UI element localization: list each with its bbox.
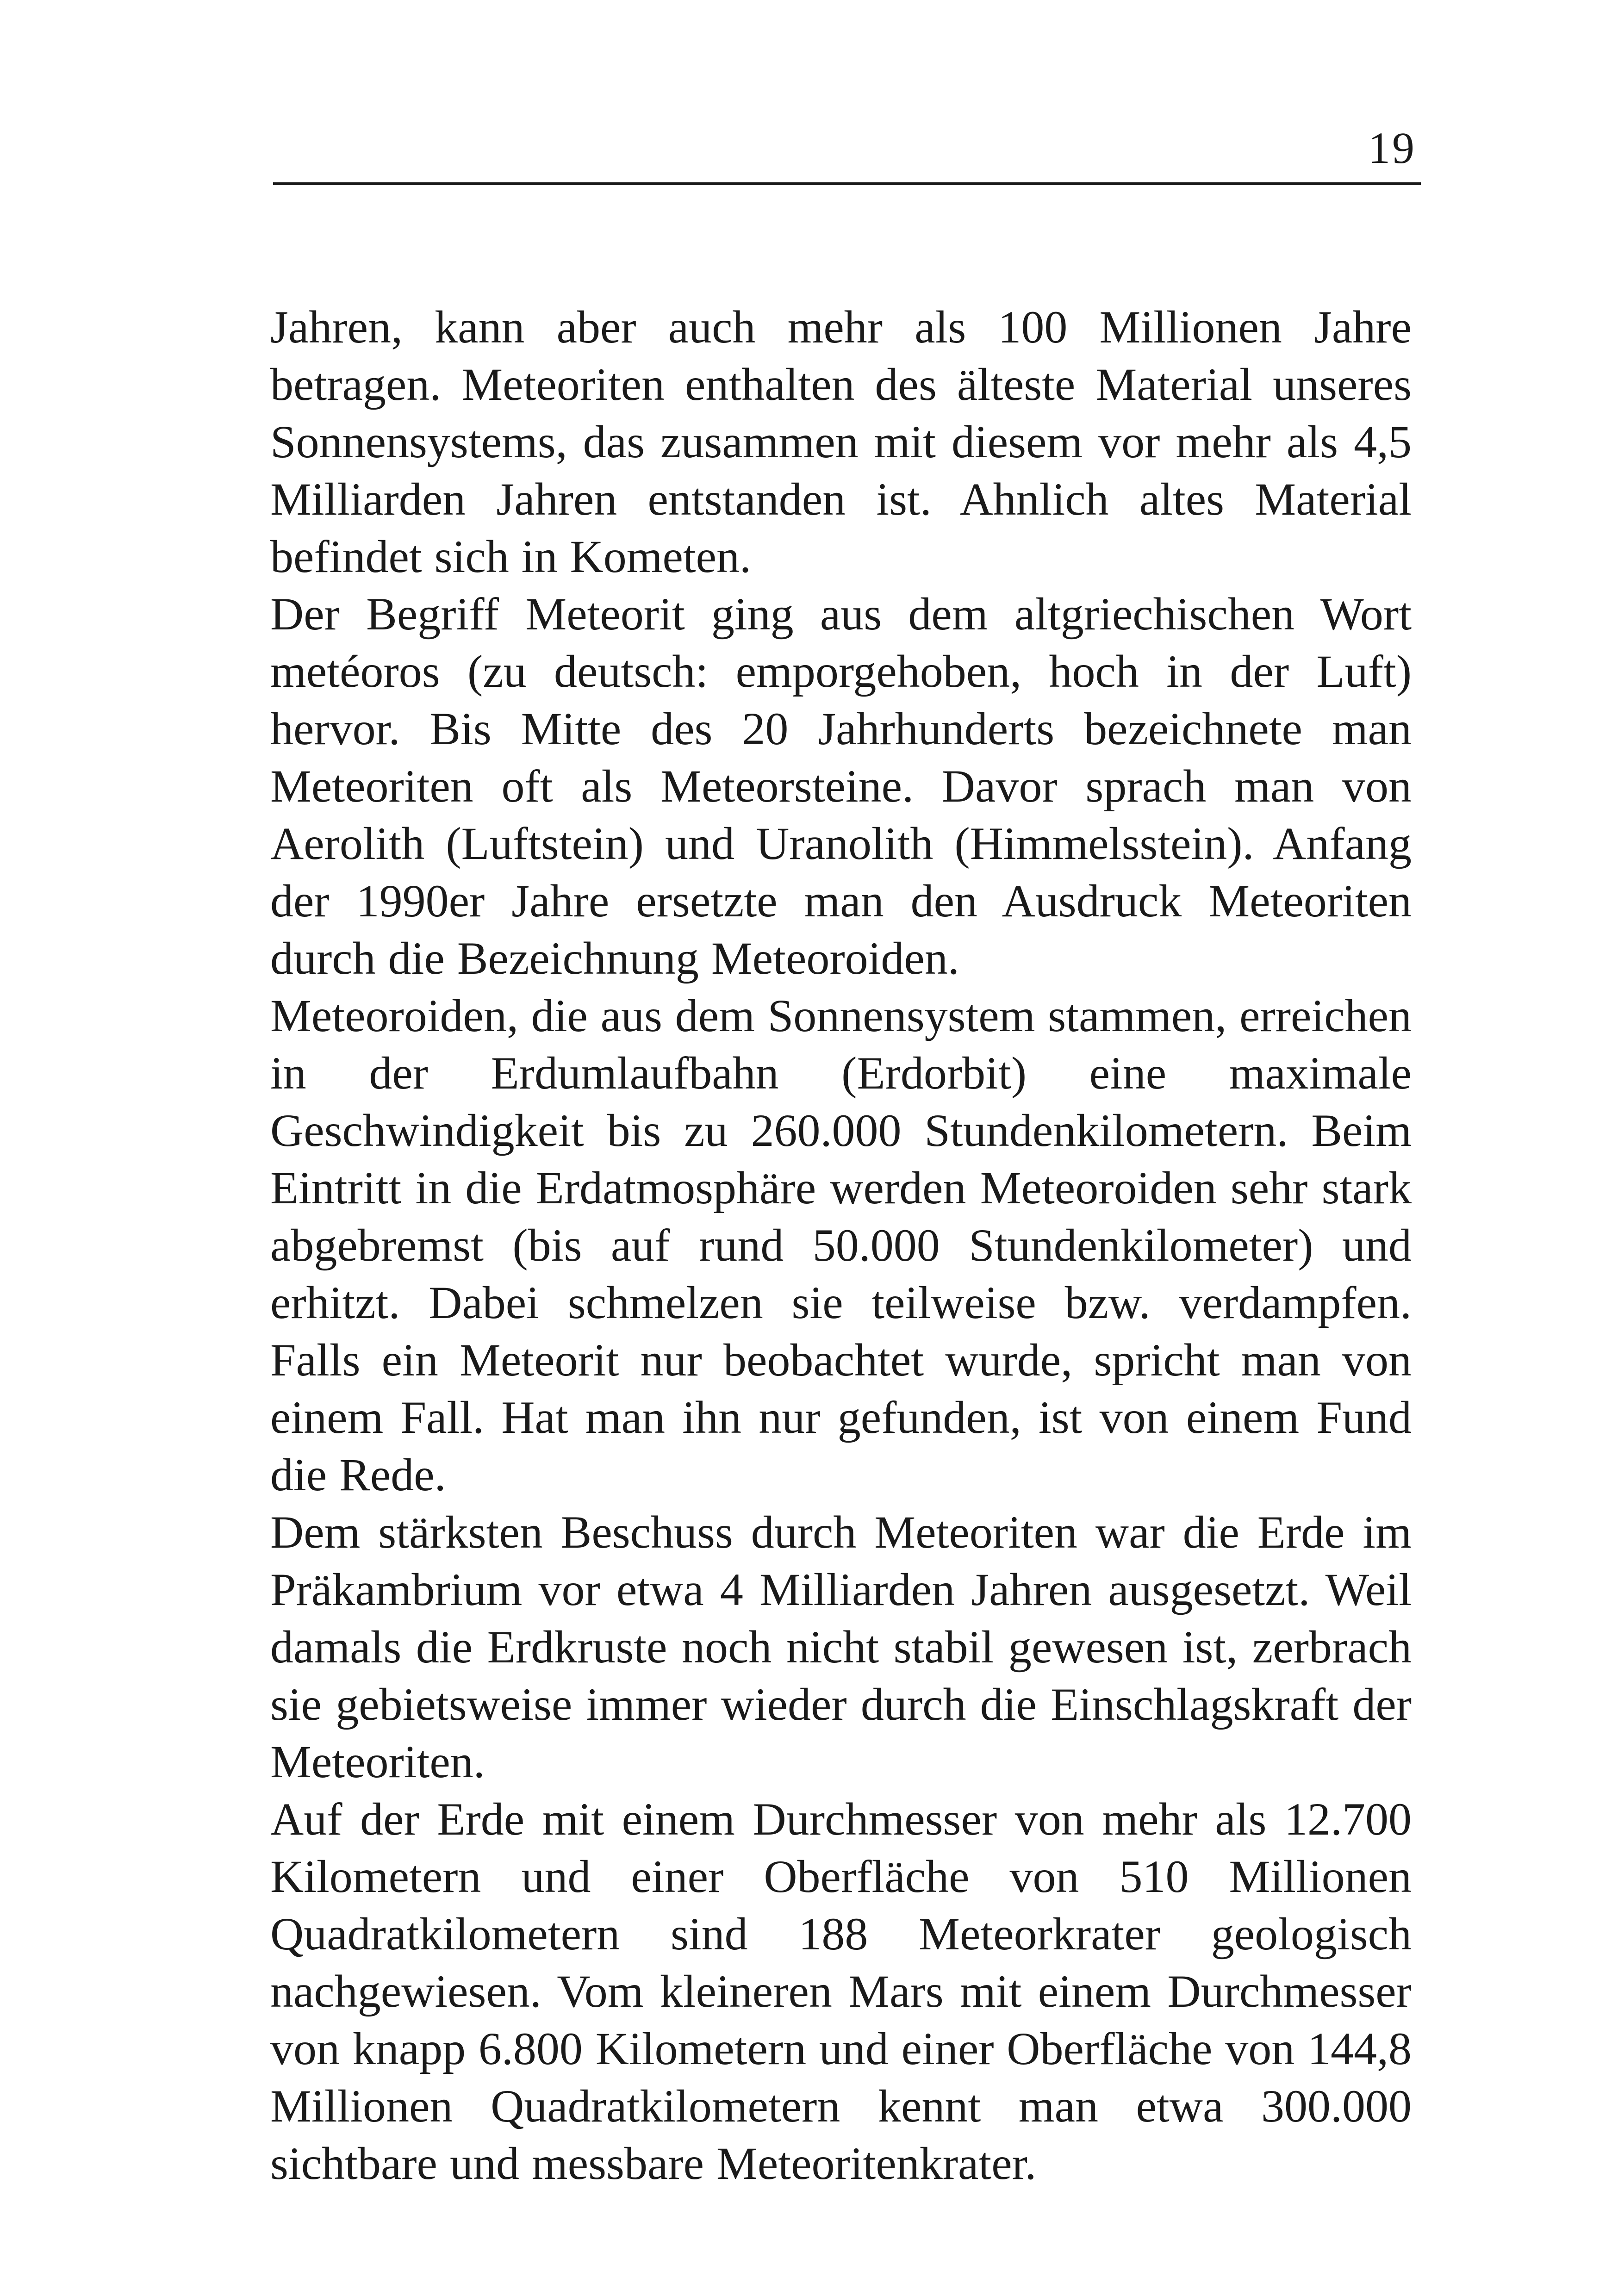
paragraph-precambrian: Dem stärksten Beschuss durch Meteoriten war die Erde im Präkambrium vor etwa 4 Milliarden Jahren ausgesetzt. Weil damals die Erdkruste noch nicht stabil gewesen ist, zerbrach sie gebietsweise immer wieder durch die Einschlagskraft der Meteoriten.: [270, 1506, 1412, 1787]
paragraph-meteorite-age: Jahren, kann aber auch mehr als 100 Millionen Jahre betragen. Meteoriten enthalten des älteste Material unseres Sonnensystems, das zusammen mit diesem vor mehr als 4,5 Milliarden Jahren entstanden ist. Ahnlich altes Material befindet sich in Kometen.: [270, 301, 1412, 582]
paragraph-craters: Auf der Erde mit einem Durchmesser von mehr als 12.700 Kilometern und einer Oberfläche von 510 Millionen Quadratkilometern sind 188 Meteorkrater geologisch nachgewiesen. Vom kleineren Mars mit einem Durchmesser von knapp 6.800 Kilometern und einer Oberfläche von 144,8 Millionen Quadratkilometern kennt man etwa 300.000 sichtbare und messbare Meteoritenkrater.: [270, 1793, 1412, 2189]
body-text: [270, 299, 1412, 2192]
page-header: [273, 120, 1421, 185]
paragraph-velocity: Meteoroiden, die aus dem Sonnensystem stammen, erreichen in der Erdumlaufbahn (Erdorbit) eine maximale Geschwindigkeit bis zu 260.000 Stundenkilometern. Beim Eintritt in die Erdatmosphäre werden Meteoroiden sehr stark abgebremst (bis auf rund 50.000 Stundenkilometer) und erhitzt. Dabei schmelzen sie teilweise bzw. verdampfen. Falls ein Meteorit nur beobachtet wurde, spricht man von einem Fall. Hat man ihn nur gefunden, ist von einem Fund die Rede.: [270, 990, 1412, 1500]
page-number: 19: [1368, 123, 1416, 173]
header-rule: [273, 182, 1421, 185]
paragraph-term-origin: Der Begriff Meteorit ging aus dem altgriechischen Wort metéoros (zu deutsch: emporgehoben, hoch in der Luft) hervor. Bis Mitte des 20 Jahrhunderts bezeichnete man Meteoriten oft als Meteorsteine. Davor sprach man von Aerolith (Luftstein) und Uranolith (Himmelsstein). Anfang der 1990er Jahre ersetzte man den Ausdruck Meteoriten durch die Bezeichnung Meteoroiden.: [270, 588, 1412, 984]
